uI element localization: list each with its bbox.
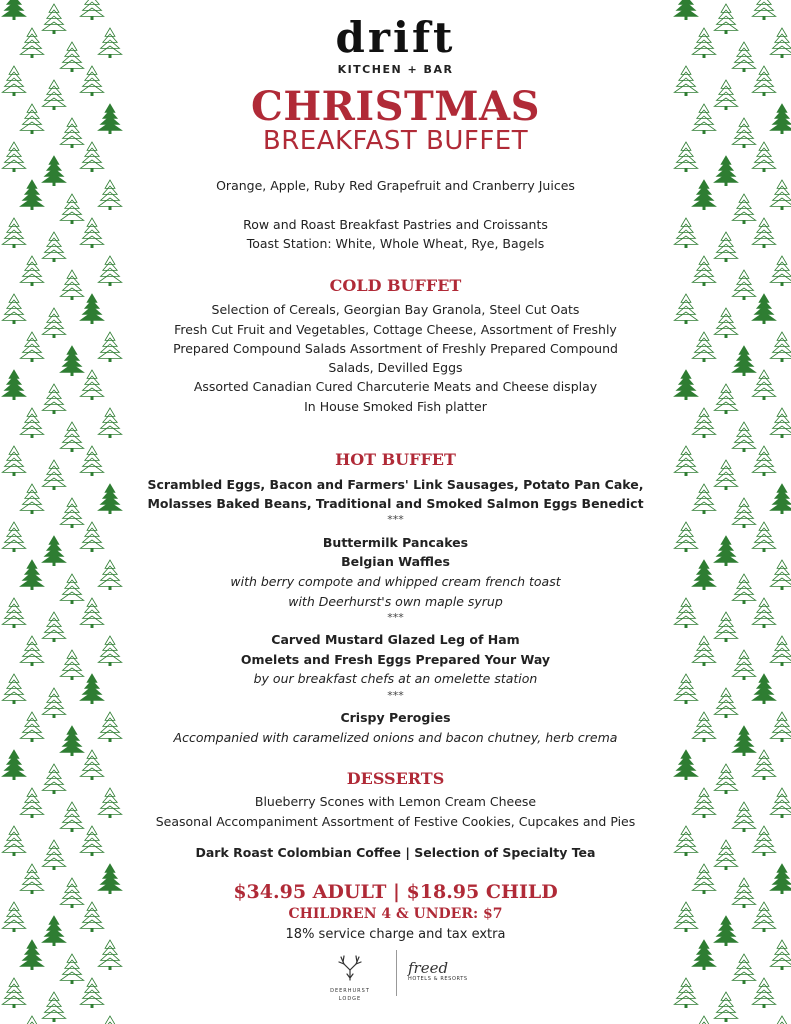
- christmas-tree-icon: [60, 346, 83, 376]
- christmas-tree-icon: [752, 370, 775, 400]
- christmas-tree-icon: [2, 370, 25, 400]
- hot-buffet-item: Crispy Perogies: [340, 710, 451, 725]
- christmas-tree-icon: [80, 674, 103, 704]
- christmas-tree-icon: [42, 232, 65, 262]
- christmas-tree-icon: [60, 498, 83, 528]
- christmas-tree-icon: [80, 522, 103, 552]
- christmas-tree-icon: [732, 802, 755, 832]
- christmas-tree-icon: [692, 104, 715, 134]
- christmas-tree-icon: [714, 916, 737, 946]
- christmas-tree-icon: [692, 1016, 715, 1024]
- desserts-heading: DESSERTS: [346, 769, 445, 788]
- christmas-tree-icon: [80, 902, 103, 932]
- cold-buffet-item: Salads, Devilled Eggs: [328, 360, 463, 375]
- price-main: $34.95 ADULT | $18.95 CHILD: [233, 881, 558, 903]
- hot-buffet-description: Accompanied with caramelized onions and bacon chutney, herb crema: [173, 730, 618, 745]
- christmas-tree-icon: [732, 650, 755, 680]
- christmas-tree-icon: [714, 4, 737, 34]
- cold-buffet-item: Prepared Compound Salads Assortment of Freshly Prepared Compound: [173, 341, 618, 356]
- christmas-tree-icon: [80, 446, 103, 476]
- christmas-tree-icon: [732, 954, 755, 984]
- christmas-tree-icon: [732, 726, 755, 756]
- deerhurst-sub: LODGE: [338, 996, 362, 1002]
- christmas-tree-icon: [98, 408, 121, 438]
- christmas-tree-icon: [2, 142, 25, 172]
- christmas-tree-icon: [752, 294, 775, 324]
- christmas-tree-icon: [60, 878, 83, 908]
- christmas-tree-icon: [20, 560, 43, 590]
- christmas-tree-icon: [2, 902, 25, 932]
- separator: ***: [387, 513, 404, 526]
- christmas-tree-icon: [770, 180, 791, 210]
- christmas-tree-icon: [732, 42, 755, 72]
- hot-buffet-item: Buttermilk Pancakes: [322, 535, 469, 550]
- christmas-tree-icon: [60, 574, 83, 604]
- christmas-tree-icon: [80, 370, 103, 400]
- christmas-tree-icon: [770, 864, 791, 894]
- christmas-tree-icon: [732, 574, 755, 604]
- christmas-tree-icon: [98, 788, 121, 818]
- hot-buffet-item: Carved Mustard Glazed Leg of Ham: [271, 632, 520, 647]
- christmas-tree-icon: [2, 826, 25, 856]
- christmas-tree-icon: [752, 446, 775, 476]
- cold-buffet-heading: COLD BUFFET: [329, 276, 462, 295]
- christmas-tree-icon: [20, 940, 43, 970]
- christmas-tree-icon: [752, 0, 775, 20]
- christmas-tree-icon: [2, 294, 25, 324]
- christmas-tree-icon: [60, 270, 83, 300]
- christmas-tree-icon: [80, 0, 103, 20]
- pastries-line: Row and Roast Breakfast Pastries and Croissants: [243, 217, 548, 232]
- christmas-tree-icon: [692, 28, 715, 58]
- christmas-tree-icon: [732, 118, 755, 148]
- christmas-tree-icon: [20, 104, 43, 134]
- freed-logo: [408, 960, 468, 982]
- christmas-tree-icon: [42, 536, 65, 566]
- christmas-tree-icon: [98, 712, 121, 742]
- tree-pattern-left: [0, 0, 125, 1024]
- christmas-tree-icon: [60, 194, 83, 224]
- christmas-tree-icon: [692, 332, 715, 362]
- christmas-tree-icon: [20, 1016, 43, 1024]
- christmas-tree-icon: [714, 992, 737, 1022]
- christmas-tree-icon: [752, 978, 775, 1008]
- christmas-tree-icon: [2, 446, 25, 476]
- christmas-tree-icon: [98, 28, 121, 58]
- christmas-tree-icon: [42, 992, 65, 1022]
- christmas-tree-icon: [752, 142, 775, 172]
- christmas-tree-icon: [674, 826, 697, 856]
- christmas-tree-icon: [98, 864, 121, 894]
- christmas-tree-icon: [770, 940, 791, 970]
- cold-buffet-item: Assorted Canadian Cured Charcuterie Meats and Cheese display: [193, 379, 598, 394]
- christmas-tree-icon: [714, 840, 737, 870]
- christmas-tree-icon: [80, 978, 103, 1008]
- christmas-tree-icon: [752, 902, 775, 932]
- christmas-tree-icon: [692, 636, 715, 666]
- freed-name: freed: [408, 959, 449, 977]
- cold-buffet-item: Fresh Cut Fruit and Vegetables, Cottage Cheese, Assortment of Freshly: [174, 322, 617, 337]
- christmas-tree-icon: [98, 940, 121, 970]
- christmas-tree-icon: [714, 688, 737, 718]
- separator: ***: [387, 611, 404, 624]
- christmas-tree-icon: [98, 180, 121, 210]
- christmas-tree-icon: [674, 978, 697, 1008]
- deerhurst-name: DEERHURST: [330, 988, 370, 994]
- christmas-tree-icon: [692, 408, 715, 438]
- christmas-tree-icon: [770, 104, 791, 134]
- christmas-tree-icon: [674, 66, 697, 96]
- christmas-tree-icon: [80, 294, 103, 324]
- christmas-tree-icon: [770, 256, 791, 286]
- deer-antler-icon: [335, 954, 365, 982]
- christmas-tree-icon: [692, 256, 715, 286]
- brand-tagline: KITCHEN + BAR: [337, 63, 454, 76]
- christmas-tree-icon: [770, 560, 791, 590]
- christmas-tree-icon: [80, 750, 103, 780]
- christmas-tree-icon: [20, 256, 43, 286]
- christmas-tree-icon: [2, 66, 25, 96]
- christmas-tree-icon: [692, 788, 715, 818]
- hot-buffet-item: Omelets and Fresh Eggs Prepared Your Way: [240, 652, 551, 667]
- hot-buffet-heading: HOT BUFFET: [335, 450, 456, 469]
- christmas-tree-icon: [692, 484, 715, 514]
- tree-pattern-right: [666, 0, 791, 1024]
- christmas-tree-icon: [42, 4, 65, 34]
- christmas-tree-icon: [674, 446, 697, 476]
- christmas-tree-icon: [20, 864, 43, 894]
- christmas-tree-icon: [60, 422, 83, 452]
- christmas-tree-icon: [714, 384, 737, 414]
- juices-line: Orange, Apple, Ruby Red Grapefruit and Cranberry Juices: [216, 178, 575, 193]
- dessert-item: Seasonal Accompaniment Assortment of Festive Cookies, Cupcakes and Pies: [155, 814, 636, 829]
- christmas-tree-icon: [20, 332, 43, 362]
- christmas-tree-icon: [714, 308, 737, 338]
- christmas-tree-icon: [674, 750, 697, 780]
- page-title: CHRISTMAS: [251, 83, 540, 130]
- christmas-tree-icon: [2, 598, 25, 628]
- freed-sub: HOTELS & RESORTS: [408, 976, 468, 982]
- christmas-tree-icon: [60, 118, 83, 148]
- christmas-tree-icon: [770, 788, 791, 818]
- page-subtitle: BREAKFAST BUFFET: [262, 126, 529, 156]
- christmas-tree-icon: [714, 232, 737, 262]
- christmas-tree-icon: [60, 42, 83, 72]
- price-children: CHILDREN 4 & UNDER: $7: [288, 906, 503, 922]
- christmas-tree-icon: [752, 218, 775, 248]
- christmas-tree-icon: [20, 712, 43, 742]
- christmas-tree-icon: [80, 598, 103, 628]
- cold-buffet-item: In House Smoked Fish platter: [304, 399, 487, 414]
- christmas-tree-icon: [752, 66, 775, 96]
- christmas-tree-icon: [2, 218, 25, 248]
- christmas-tree-icon: [732, 422, 755, 452]
- christmas-tree-icon: [770, 408, 791, 438]
- christmas-tree-icon: [60, 802, 83, 832]
- christmas-tree-icon: [42, 156, 65, 186]
- christmas-tree-icon: [674, 902, 697, 932]
- christmas-tree-icon: [2, 674, 25, 704]
- christmas-tree-icon: [80, 142, 103, 172]
- christmas-tree-icon: [2, 522, 25, 552]
- christmas-tree-icon: [2, 0, 25, 20]
- christmas-tree-icon: [714, 764, 737, 794]
- christmas-tree-icon: [752, 750, 775, 780]
- christmas-tree-icon: [732, 498, 755, 528]
- christmas-tree-icon: [42, 460, 65, 490]
- separator: ***: [387, 689, 404, 702]
- christmas-tree-icon: [692, 560, 715, 590]
- christmas-tree-icon: [770, 484, 791, 514]
- christmas-tree-icon: [98, 256, 121, 286]
- christmas-tree-icon: [674, 218, 697, 248]
- christmas-tree-icon: [770, 636, 791, 666]
- christmas-tree-icon: [674, 0, 697, 20]
- christmas-tree-icon: [732, 878, 755, 908]
- hot-buffet-description: with berry compote and whipped cream french toast: [230, 574, 561, 589]
- christmas-tree-icon: [674, 142, 697, 172]
- christmas-tree-icon: [98, 1016, 121, 1024]
- christmas-tree-icon: [714, 612, 737, 642]
- christmas-tree-icon: [60, 954, 83, 984]
- christmas-tree-icon: [714, 156, 737, 186]
- hot-buffet-description: by our breakfast chefs at an omelette station: [253, 671, 538, 686]
- coffee-line: Dark Roast Colombian Coffee | Selection of Specialty Tea: [195, 845, 596, 860]
- brand-logo: drift: [335, 13, 456, 62]
- christmas-tree-icon: [732, 270, 755, 300]
- hot-buffet-item: Molasses Baked Beans, Traditional and Smoked Salmon Eggs Benedict: [147, 496, 644, 511]
- christmas-tree-icon: [692, 864, 715, 894]
- christmas-tree-icon: [80, 826, 103, 856]
- christmas-tree-icon: [692, 940, 715, 970]
- christmas-tree-icon: [60, 650, 83, 680]
- christmas-tree-icon: [98, 636, 121, 666]
- christmas-tree-icon: [2, 750, 25, 780]
- footer-logos: [130, 950, 661, 1000]
- christmas-tree-icon: [98, 484, 121, 514]
- christmas-tree-icon: [42, 840, 65, 870]
- christmas-tree-icon: [732, 346, 755, 376]
- christmas-tree-icon: [674, 370, 697, 400]
- christmas-tree-icon: [80, 66, 103, 96]
- christmas-tree-icon: [42, 688, 65, 718]
- dessert-item: Blueberry Scones with Lemon Cream Cheese: [254, 794, 537, 809]
- hot-buffet-description: with Deerhurst's own maple syrup: [288, 594, 503, 609]
- christmas-tree-icon: [674, 598, 697, 628]
- christmas-tree-icon: [60, 726, 83, 756]
- deerhurst-logo: [330, 954, 370, 1002]
- christmas-tree-icon: [20, 484, 43, 514]
- christmas-tree-icon: [20, 636, 43, 666]
- christmas-tree-icon: [80, 218, 103, 248]
- christmas-tree-icon: [20, 180, 43, 210]
- christmas-tree-icon: [770, 712, 791, 742]
- christmas-tree-icon: [98, 560, 121, 590]
- christmas-tree-icon: [674, 674, 697, 704]
- cold-buffet-item: Selection of Cereals, Georgian Bay Granola, Steel Cut Oats: [211, 302, 580, 317]
- christmas-tree-icon: [666, 0, 791, 1024]
- christmas-tree-icon: [0, 0, 125, 1024]
- christmas-tree-icon: [2, 978, 25, 1008]
- logo-divider: [396, 950, 397, 996]
- christmas-tree-icon: [42, 80, 65, 110]
- christmas-tree-icon: [752, 598, 775, 628]
- christmas-tree-icon: [692, 712, 715, 742]
- hot-buffet-item: Belgian Waffles: [341, 554, 450, 569]
- christmas-tree-icon: [98, 104, 121, 134]
- christmas-tree-icon: [42, 916, 65, 946]
- christmas-tree-icon: [20, 28, 43, 58]
- christmas-tree-icon: [732, 194, 755, 224]
- menu-content: [130, 0, 661, 1024]
- christmas-tree-icon: [770, 28, 791, 58]
- service-charge: 18% service charge and tax extra: [285, 927, 506, 942]
- christmas-tree-icon: [692, 180, 715, 210]
- christmas-tree-icon: [752, 522, 775, 552]
- christmas-tree-icon: [752, 826, 775, 856]
- christmas-tree-icon: [98, 332, 121, 362]
- christmas-tree-icon: [42, 764, 65, 794]
- christmas-tree-icon: [752, 674, 775, 704]
- christmas-tree-icon: [20, 408, 43, 438]
- christmas-tree-icon: [714, 460, 737, 490]
- christmas-tree-icon: [42, 612, 65, 642]
- christmas-tree-icon: [770, 1016, 791, 1024]
- toast-line: Toast Station: White, Whole Wheat, Rye, Bagels: [246, 236, 545, 251]
- christmas-tree-icon: [714, 80, 737, 110]
- christmas-tree-icon: [42, 308, 65, 338]
- christmas-tree-icon: [674, 294, 697, 324]
- christmas-tree-icon: [42, 384, 65, 414]
- christmas-tree-icon: [674, 522, 697, 552]
- christmas-tree-icon: [714, 536, 737, 566]
- christmas-tree-icon: [770, 332, 791, 362]
- christmas-tree-icon: [20, 788, 43, 818]
- hot-buffet-item: Scrambled Eggs, Bacon and Farmers' Link Sausages, Potato Pan Cake,: [147, 477, 644, 492]
